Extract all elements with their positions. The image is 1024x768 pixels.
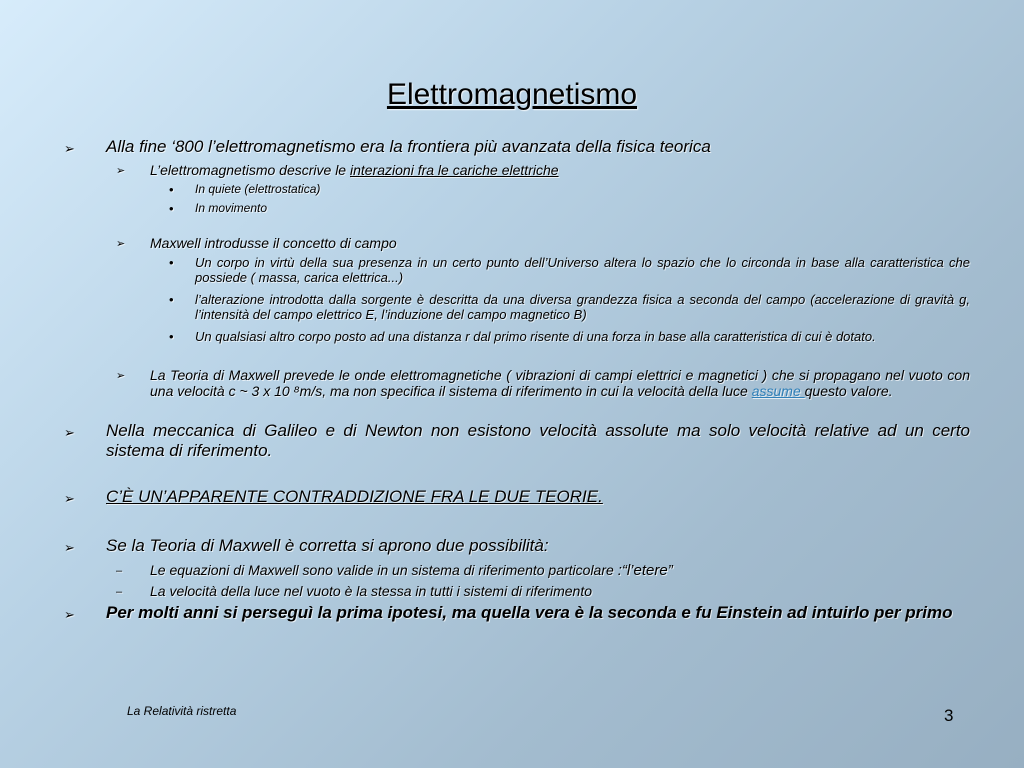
bullet-text: In quiete (elettrostatica) — [195, 182, 321, 196]
arrow-bullet-icon: ➢ — [116, 165, 126, 177]
bullet-l2 — [64, 562, 970, 579]
bullet-l2 — [64, 235, 970, 252]
bullet-l3 — [64, 201, 970, 216]
bullet-l2 — [64, 367, 970, 399]
bullet-text-part: Le equazioni di Maxwell sono valide in un sistema di riferimento particolare — [150, 562, 618, 578]
bullet-l1 — [64, 536, 970, 558]
bullet-text — [150, 162, 970, 178]
bullet-l2 — [64, 162, 970, 179]
bullet-l3 — [64, 182, 970, 197]
arrow-bullet-icon: ➢ — [64, 141, 75, 156]
slide-title: Elettromagnetismo — [386, 78, 638, 111]
page-number: 3 — [944, 706, 954, 725]
underlined-phrase: interazioni fra le cariche elettriche — [350, 162, 559, 178]
arrow-bullet-icon: ➢ — [64, 607, 75, 622]
bullet-l2 — [64, 583, 970, 600]
bullet-text — [150, 562, 970, 579]
bullet-text — [150, 367, 970, 399]
dot-bullet-icon: • — [169, 182, 174, 197]
dash-bullet-icon: – — [116, 586, 123, 598]
dot-bullet-icon: • — [169, 329, 174, 344]
ether-term: :“l’etere” — [617, 562, 673, 579]
arrow-bullet-icon: ➢ — [64, 425, 75, 440]
bullet-text: Un qualsiasi altro corpo posto ad una distanza r dal primo risente di una forza in base alla caratteristica di cui è dotato. — [195, 329, 876, 344]
bullet-l3 — [64, 292, 970, 322]
dot-bullet-icon: • — [169, 292, 174, 307]
bullet-text: In movimento — [195, 201, 268, 215]
arrow-bullet-icon: ➢ — [64, 491, 75, 506]
dot-bullet-icon: • — [169, 201, 174, 216]
slide-content — [64, 137, 970, 625]
arrow-bullet-icon: ➢ — [116, 370, 126, 382]
bullet-text-part: L’elettromagnetismo descrive le — [150, 162, 350, 178]
bullet-l3 — [64, 255, 970, 285]
bullet-text: Nella meccanica di Galileo e di Newton non esistono velocità assolute ma solo velocità relative ad un certo sistema di riferimento. — [106, 421, 970, 460]
bullet-l3 — [64, 329, 970, 344]
footer-title: La Relatività ristretta — [127, 704, 237, 718]
bullet-text: Alla fine ‘800 l’elettromagnetismo era la frontiera più avanzata della fisica teorica — [106, 137, 711, 156]
dot-bullet-icon: • — [169, 255, 174, 270]
dash-bullet-icon: – — [116, 565, 123, 577]
bullet-text: Per molti anni si perseguì la prima ipotesi, ma quella vera è la seconda e fu Einstein ad intuirlo per primo — [106, 603, 953, 622]
bullet-l1 — [64, 487, 970, 509]
contradiction-statement: C’È UN’APPARENTE CONTRADDIZIONE FRA LE DUE TEORIE. — [106, 487, 603, 506]
arrow-bullet-icon: ➢ — [116, 238, 126, 250]
assume-link[interactable]: assume — [751, 383, 805, 399]
bullet-text: Maxwell introdusse il concetto di campo — [150, 235, 397, 251]
bullet-l1 — [64, 603, 970, 625]
bullet-text-part: La Teoria di Maxwell prevede le onde elettromagnetiche ( vibrazioni di campi elettrici e magnetici ) che si propagano nel vuoto con una velocità c ~ 3 x 10 ⁸m/s, ma non specifica il sistema di riferimento in cui la velocità della luce — [150, 367, 970, 399]
bullet-text: Se la Teoria di Maxwell è corretta si aprono due possibilità: — [106, 536, 549, 555]
bullet-text: Un corpo in virtù della sua presenza in un certo punto dell’Universo altera lo spazio che lo circonda in base alla caratteristica che possiede ( massa, carica elettrica...) — [195, 255, 970, 285]
arrow-bullet-icon: ➢ — [64, 540, 75, 555]
bullet-text: La velocità della luce nel vuoto è la stessa in tutti i sistemi di riferimento — [150, 583, 592, 599]
bullet-text-part: questo valore. — [804, 383, 893, 399]
bullet-l1 — [64, 137, 970, 159]
bullet-l1 — [64, 421, 970, 461]
bullet-text: l’alterazione introdotta dalla sorgente è descritta da una diversa grandezza fisica a seconda del campo (accelerazione di gravità g, l’intensità del campo elettrico E, l’induzione del campo magnetico B) — [195, 292, 970, 322]
